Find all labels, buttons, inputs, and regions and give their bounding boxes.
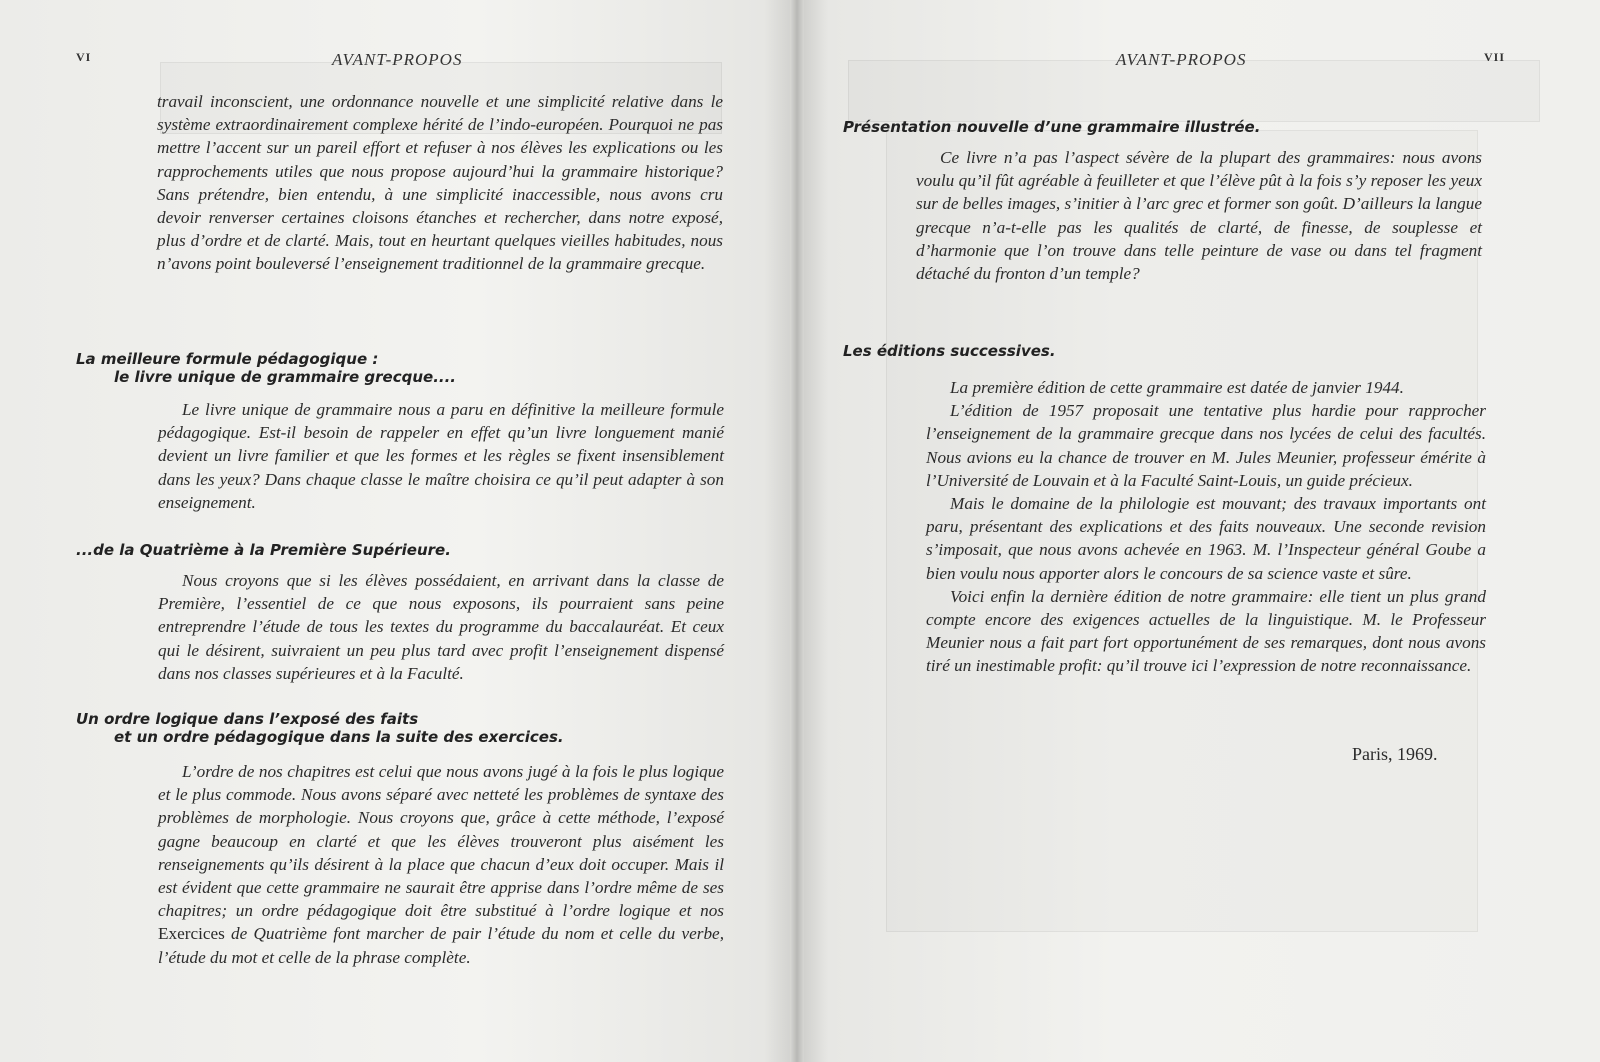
paragraph-text: La première édition de cette grammaire est datée de janvier 1944. — [950, 378, 1404, 397]
book-gutter — [790, 0, 804, 1062]
section-heading-editions — [843, 342, 1343, 360]
paragraph-text: Mais le domaine de la philologie est mouvant; des travaux importants ont paru, présentant des explications et des faits nouveaux. Une seconde revision s’imposait, que nous avons achevée en 1963. M. l’Inspecteur général Goube a bien voulu nous apporter alors le concours de sa science vaste et sûre. — [926, 494, 1486, 583]
left-running-head: AVANT-PROPOS — [332, 50, 463, 69]
heading-line: Présentation nouvelle d’une grammaire illustrée. — [843, 118, 1261, 136]
paragraph-text: Voici enfin la dernière édition de notre grammaire: elle tient un plus grand compte encore des exigences actuelles de la linguistique. M. le Professeur Meunier nous a fait part fort opportunément de ses remarques, dont nous avons tiré un inestimable profit: qu’il trouve ici l’expression de notre reconnaissance. — [926, 586, 1486, 676]
heading-line: ...de la Quatrième à la Première Supérieure. — [76, 541, 451, 559]
heading-line: Un ordre logique dans l’exposé des faits — [76, 710, 419, 728]
section-heading-formule — [76, 350, 636, 386]
section-paragraph-quatrieme — [158, 569, 724, 685]
intro-paragraph — [157, 90, 723, 276]
section-paragraphs-editions — [926, 376, 1486, 678]
section-paragraph-ordre — [158, 760, 724, 969]
section-heading-presentation — [843, 118, 1533, 136]
exercices-roman-word: Exercices — [158, 924, 225, 944]
heading-line: et un ordre pédagogique dans la suite des exercices. — [114, 728, 564, 746]
heading-line: le livre unique de grammaire grecque.... — [114, 368, 456, 386]
intro-paragraph-text: travail inconscient, une ordonnance nouvelle et une simplicité relative dans le système extraordinairement complexe hérité de l’indo-européen. Pourquoi ne pas mettre l’accent sur un pareil effort et refuser à nos élèves les explications ou les rapprochements utiles que nous propose aujourd’hui la grammaire historique? Sans prétendre, bien entendu, à une simplicité inaccessible, nous avons cru devoir renverser certaines cloisons étanches et rechercher, dans notre exposé, plus d’ordre et de clarté. Mais, tout en heurtant quelques vieilles habitudes, nous n’avons point bouleversé l’enseignement traditionnel de la grammaire grecque. — [157, 92, 723, 274]
section-paragraph-formule — [158, 398, 724, 514]
paragraph-text — [158, 760, 724, 969]
heading-line: Les éditions successives. — [843, 342, 1056, 360]
right-folio: VII — [1484, 50, 1506, 64]
right-running-head: AVANT-PROPOS — [1116, 50, 1247, 69]
paragraph-part: de Quatrième font marcher de pair l’étude du nom et celle du verbe, l’étude du mot et celle de la phrase complète. — [158, 924, 724, 967]
left-folio: VI — [76, 50, 92, 64]
section-paragraph-presentation — [916, 146, 1482, 285]
paragraph-text: Nous croyons que si les élèves possédaient, en arrivant dans la classe de Première, l’essentiel de ce que nous exposons, ils pourraient sans peine entreprendre l’étude de tous les textes du programme du baccalauréat. Et ceux qui le désirent, suivraient un peu plus tard avec profit l’enseignement dispensé dans nos classes supérieures et à la Faculté. — [158, 571, 724, 683]
paragraph-part: L’ordre de nos chapitres est celui que nous avons jugé à la fois le plus logique et le plus commode. Nous avons séparé avec netteté les problèmes de syntaxe des problèmes de morphologie. Nous croyons que, grâce à cette méthode, l’exposé gagne beaucoup en clarté et que les élèves trouveront plus aisément les renseignements qu’ils désirent à la place que chacun d’eux doit occuper. Mais il est évident que cette grammaire ne saurait être apprise dans l’ordre même de ses chapitres; un ordre pédagogique doit être substitué à l’ordre logique et nos — [158, 762, 724, 921]
section-heading-ordre — [76, 710, 716, 746]
paragraph-text: L’édition de 1957 proposait une tentative plus hardie pour rapprocher l’enseignement de la grammaire grecque dans nos lycées de celui des facultés. Nous avions eu la chance de trouver en M. Jules Meunier, professeur émérite à l’Université de Louvain et à la Faculté Saint-Louis, un guide précieux. — [926, 401, 1486, 490]
section-heading-quatrieme — [76, 541, 636, 559]
right-page — [796, 0, 1600, 1062]
heading-line: La meilleure formule pédagogique : — [76, 350, 379, 368]
left-page — [0, 0, 796, 1062]
paragraph-text: Le livre unique de grammaire nous a paru en définitive la meilleure formule pédagogique. Est-il besoin de rappeler en effet qu’un livre longuement manié devient un livre familier et que les formes et les règles se fixent insensiblement dans les yeux? Dans chaque classe le maître choisira ce qu’il peut adapter à son enseignement. — [158, 400, 724, 512]
paragraph-text: Ce livre n’a pas l’aspect sévère de la plupart des grammaires: nous avons voulu qu’il fût agréable à feuilleter et que l’élève pût à la fois s’y reposer les yeux sur de belles images, s’initier à l’arc grec et former son goût. D’ailleurs la langue grecque n’a-t-elle pas les qualités de clarté, de finesse, de souplesse et d’harmonie que l’on trouve dans telle peinture de vase ou dans tel fragment détaché du fronton d’un temple? — [916, 148, 1482, 284]
signature-place-date: Paris, 1969. — [1352, 744, 1438, 764]
